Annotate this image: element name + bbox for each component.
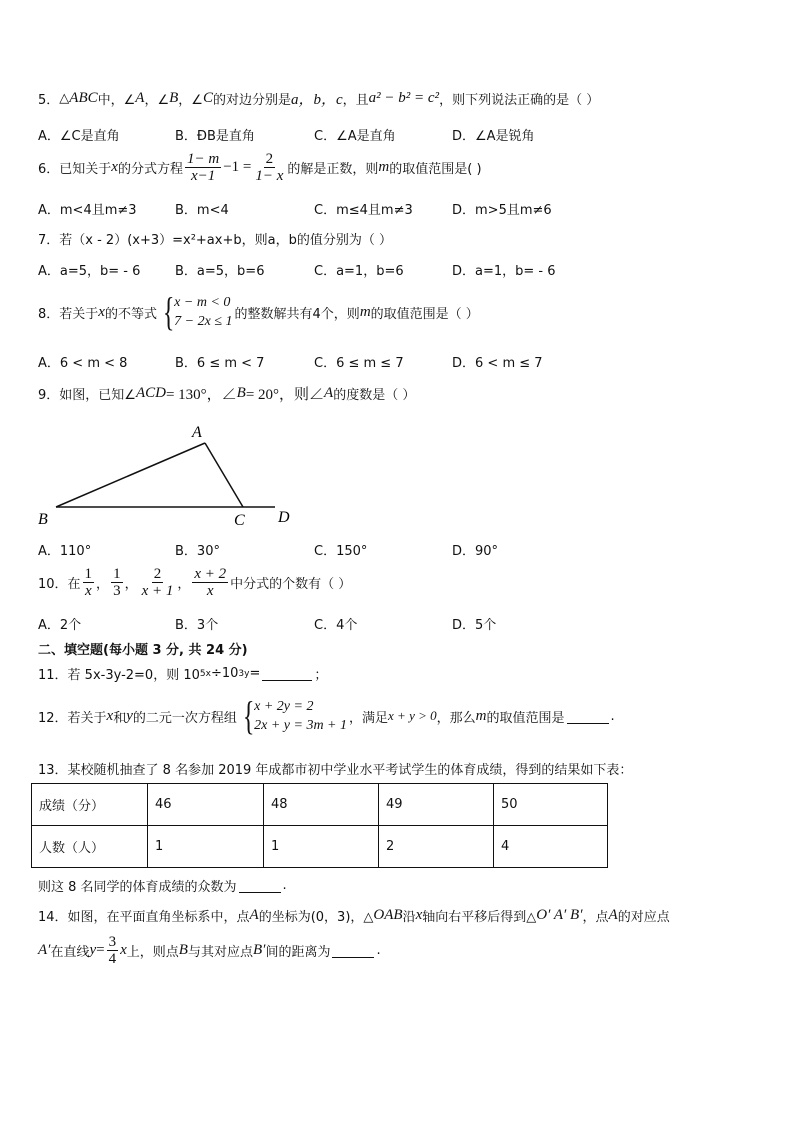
q14-stem-line1: 14．如图，在平面直角坐标系中，点 A 的坐标为(0，3)，△ OAB 沿 x 轴向右平移后得到△ O′ A′ B′ ，点 A 的对应点 (38, 907, 670, 925)
q5-option-b[interactable]: B．ÐB是直角 (175, 129, 255, 144)
q8-stem: 8．若关于 x 的不等式 { x − m < 0 7 − 2x ≤ 1 的整数解共有4个，则 m 的取值范围是（ ） (38, 289, 479, 334)
table-cell: 1 (148, 826, 264, 868)
q8-option-c[interactable]: C．6 ≤ m ≤ 7 (314, 356, 404, 371)
q6-option-b[interactable]: B．m<4 (175, 203, 229, 218)
q13-stem: 13．某校随机抽查了 8 名参加 2019 年成都市初中学业水平考试学生的体育成绩，得到的结果如下表： (38, 763, 633, 778)
q10-option-d[interactable]: D．5个 (452, 618, 497, 633)
q6-option-d[interactable]: D．m>5且m≠6 (452, 203, 552, 218)
q9-option-b[interactable]: B．30° (175, 544, 220, 559)
q9-option-c[interactable]: C．150° (314, 544, 368, 559)
q7-option-a[interactable]: A．a=5，b= - 6 (38, 264, 141, 279)
q5-option-a[interactable]: A．∠C是直角 (38, 129, 120, 144)
q12-stem: 12．若关于 x 和 y 的二元一次方程组 { x + 2y = 2 2x + y = 3m + 1 ，满足 x + y > 0 ，那么 m 的取值范围是 . (38, 693, 615, 738)
q12-equation-system: { x + 2y = 2 2x + y = 3m + 1 (242, 693, 348, 738)
vertex-label-c: C (234, 512, 245, 529)
q10-fraction-1: $\frac{1}{x}$ (84, 566, 93, 599)
q10-option-b[interactable]: B．3个 (175, 618, 219, 633)
q5-stem: 5． △ ABC 中，∠ A ，∠ B ，∠ C 的对边分别是 a，b，c ，且 a² − b² = c² ，则下列说法正确的是（ ） (38, 90, 600, 108)
q8-option-a[interactable]: A．6 < m < 8 (38, 356, 128, 371)
table-cell: 4 (494, 826, 608, 868)
q5-option-d[interactable]: D．∠A是锐角 (452, 129, 535, 144)
table-cell: 49 (379, 784, 494, 826)
q6-fraction-right: $\frac{2}{1- x}$ (255, 151, 284, 184)
q9-triangle-figure (30, 418, 310, 533)
q5-number: 5． (38, 93, 60, 108)
q6-fraction-left: $\frac{1- m}{x-1}$ (186, 151, 220, 184)
q11-stem: 11．若 5x-3y-2=0，则 10 5x ÷10 3y = ； (38, 666, 328, 683)
q10-fraction-4: $\frac{x + 2}{x}$ (194, 566, 227, 599)
q10-fraction-2: $\frac{1}{3}$ (113, 566, 121, 599)
table-cell: 成绩（分） (32, 784, 148, 826)
q13-answer-blank[interactable] (239, 878, 281, 893)
q7-option-d[interactable]: D．a=1，b= - 6 (452, 264, 556, 279)
q5-option-c[interactable]: C．∠A是直角 (314, 129, 396, 144)
q8-inequality-system: { x − m < 0 7 − 2x ≤ 1 (162, 289, 233, 334)
q7-option-b[interactable]: B．a=5，b=6 (175, 264, 265, 279)
score-table (31, 783, 608, 868)
q14-stem-line2: A′ 在直线 y = $\frac{3}{4}$ x 上，则点 B 与其对应点 B′ 间的距离为 . (38, 934, 381, 967)
table-cell: 48 (264, 784, 379, 826)
side-ab (56, 443, 205, 507)
q14-slope-fraction: $\frac{3}{4}$ (108, 934, 117, 967)
q10-stem: 10．在 $\frac{1}{x}$ ， $\frac{1}{3}$ ， $\frac{2}{x + 1}$ ， $\frac{x + 2}{x}$ 中分式的个数有（ ） (38, 566, 352, 599)
q9-option-a[interactable]: A．110° (38, 544, 92, 559)
table-cell: 46 (148, 784, 264, 826)
table-row (32, 784, 608, 826)
vertex-label-b: B (38, 511, 48, 528)
vertex-label-a: A (192, 424, 202, 441)
point-label-d: D (278, 509, 290, 526)
q8-option-d[interactable]: D．6 < m ≤ 7 (452, 356, 543, 371)
q14-answer-blank[interactable] (332, 943, 374, 958)
q9-option-d[interactable]: D．90° (452, 544, 499, 559)
q6-stem: 6．已知关于 x 的分式方程 $\frac{1- m}{x-1}$ −1 = $\frac{2}{1- x}$ 的解是正数，则 m 的取值范围是( ) (38, 151, 482, 184)
q11-answer-blank[interactable] (262, 666, 312, 681)
q10-option-c[interactable]: C．4个 (314, 618, 358, 633)
table-row (32, 826, 608, 868)
q7-stem: 7．若（x - 2）(x+3）=x²+ax+b，则a，b的值分别为（ ） (38, 233, 392, 248)
q13-question: 则这 8 名同学的体育成绩的众数为 . (38, 878, 287, 895)
table-cell: 1 (264, 826, 379, 868)
table-cell: 50 (494, 784, 608, 826)
q8-option-b[interactable]: B．6 ≤ m < 7 (175, 356, 265, 371)
section-heading: 二、填空题(每小题 3 分, 共 24 分) (38, 643, 248, 658)
q10-fraction-3: $\frac{2}{x + 1}$ (141, 566, 174, 599)
q7-option-c[interactable]: C．a=1，b=6 (314, 264, 404, 279)
q10-option-a[interactable]: A．2个 (38, 618, 82, 633)
table-cell: 人数（人） (32, 826, 148, 868)
q6-option-a[interactable]: A．m<4且m≠3 (38, 203, 137, 218)
table-cell: 2 (379, 826, 494, 868)
q12-answer-blank[interactable] (567, 709, 609, 724)
q9-stem: 9．如图，已知∠ ACD = 130°，∠ B = 20°，则∠ A 的度数是（ ） (38, 385, 416, 403)
side-ac (205, 443, 243, 507)
q6-option-c[interactable]: C．m≤4且m≠3 (314, 203, 413, 218)
